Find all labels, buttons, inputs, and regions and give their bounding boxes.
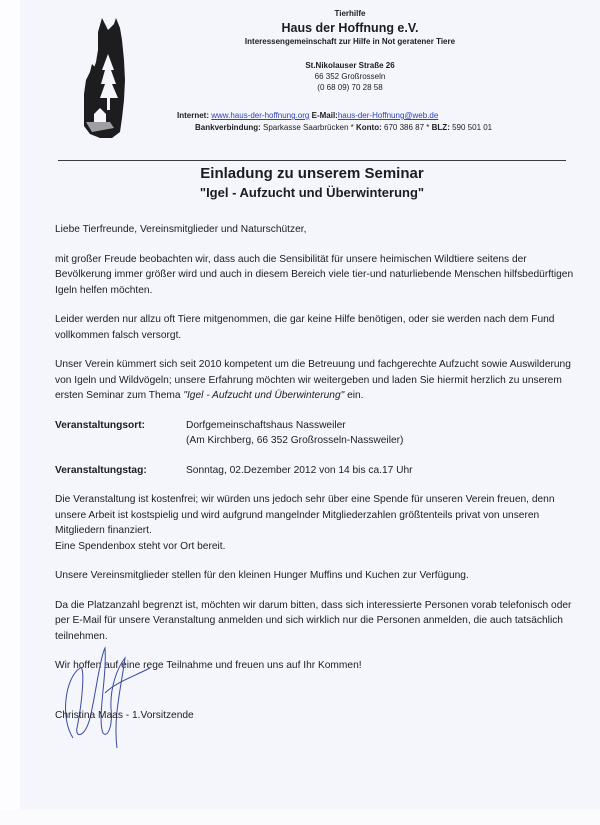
separator: * [350, 123, 354, 132]
venue-address: (Am Kirchberg, 66 352 Großrosseln-Nassweiler) [186, 435, 404, 446]
paragraph-donation-box: Eine Spendenbox steht vor Ort bereit. [55, 540, 226, 552]
seminar-topic: "Igel - Aufzucht und Überwinterung" [183, 390, 345, 401]
salutation: Liebe Tierfreunde, Vereinsmitglieder und Naturschützer, [55, 224, 307, 235]
venue-label: Veranstaltungsort: [55, 419, 146, 431]
paragraph-problem: Leider werden nur allzu oft Tiere mitgenommen, die gar keine Hilfe benötigen, oder sie werden nach dem Fund vollkommen falsch versorgt. [55, 314, 555, 341]
signer-name: Christina Maas - 1.Vorsitzende [55, 710, 194, 721]
scan-border [0, 810, 600, 825]
venue-row [55, 418, 575, 449]
account-label: Konto: [356, 123, 382, 132]
date-row [55, 463, 575, 479]
org-type: Tierhilfe [334, 9, 366, 18]
org-tagline: Interessengemeinschaft zur Hilfe in Not geratener Tiere [244, 37, 456, 46]
email-link[interactable]: haus-der-Hoffnung@web.de [337, 111, 439, 120]
document-subtitle: "Igel - Aufzucht und Überwinterung" [199, 185, 425, 200]
org-phone: (0 68 09) 70 28 58 [317, 83, 383, 92]
closing: Wir hoffen auf eine rege Teilnahme und freuen uns auf Ihr Kommen! [55, 660, 362, 671]
bank-label: Bankverbindung: [195, 123, 261, 132]
org-city: 66 352 Großrosseln [314, 72, 386, 81]
invitation-end: ein. [344, 390, 364, 401]
date-label: Veranstaltungstag: [55, 464, 147, 476]
account-number: 670 386 87 [384, 123, 425, 132]
header-divider [58, 160, 566, 161]
venue-name: Dorfgemeinschaftshaus Nassweiler [186, 419, 346, 431]
email-label: E-Mail: [311, 111, 338, 120]
org-name: Haus der Hoffnung e.V. [281, 21, 419, 35]
separator: * [426, 123, 430, 132]
letter-body [55, 222, 575, 688]
blz-number: 590 501 01 [452, 123, 493, 132]
website-link[interactable]: www.haus-der-hoffnung.org [211, 111, 310, 120]
paragraph-registration: Da die Platzanzahl begrenzt ist, möchten wir darum bitten, dass sich interessierte Personen vorab telefonisch oder per E-Mail für unsere Veranstaltung anmelden und sich wirklich nur die Personen anmelden, die auch tatsächlich teilnehmen. [55, 599, 572, 642]
letterhead [200, 8, 500, 93]
date-value: Sonntag, 02.Dezember 2012 von 14 bis ca.17 Uhr [186, 464, 413, 476]
bank-name: Sparkasse Saarbrücken [263, 123, 349, 132]
contact-info [177, 110, 492, 134]
paragraph-intro: mit großer Freude beobachten wir, dass auch die Sensibilität für unsere heimischen Wildtiere seitens der Bevölkerung immer größer wird und auch in diesem Bereich viele tier-und naturliebende Menschen hilfsbedürftigen Igeln helfen möchten. [55, 253, 574, 296]
internet-label: Internet: [177, 111, 209, 120]
document-title: Einladung zu unserem Seminar [200, 165, 424, 182]
wolf-silhouette-logo-icon [70, 10, 140, 140]
signature-icon [55, 638, 175, 748]
blz-label: BLZ: [431, 123, 450, 132]
paragraph-invitation [55, 357, 575, 404]
org-street: St.Nikolauser Straße 26 [305, 61, 395, 70]
document-heading [58, 164, 566, 202]
paragraph-refreshments: Unsere Vereinsmitglieder stellen für den kleinen Hunger Muffins und Kuchen zur Verfügung. [55, 570, 469, 581]
invitation-text: Unser Verein kümmert sich seit 2010 kompetent um die Betreuung und fachgerechte Aufzucht sowie Auswilderung von Igeln und Wildvögeln; unsere Erfahrung möchten wir weitergeben und laden Sie hiermit herzlich zu unserem ersten Seminar zum Thema [55, 359, 571, 401]
paragraph-donation: Die Veranstaltung ist kostenfrei; wir würden uns jedoch sehr über eine Spende für unseren Verein freuen, denn unsere Arbeit ist kostspielig und wird aufgrund mangelnder Mitgliederzahlen größtenteils privat von unseren Mitgliedern finanziert. [55, 494, 555, 536]
